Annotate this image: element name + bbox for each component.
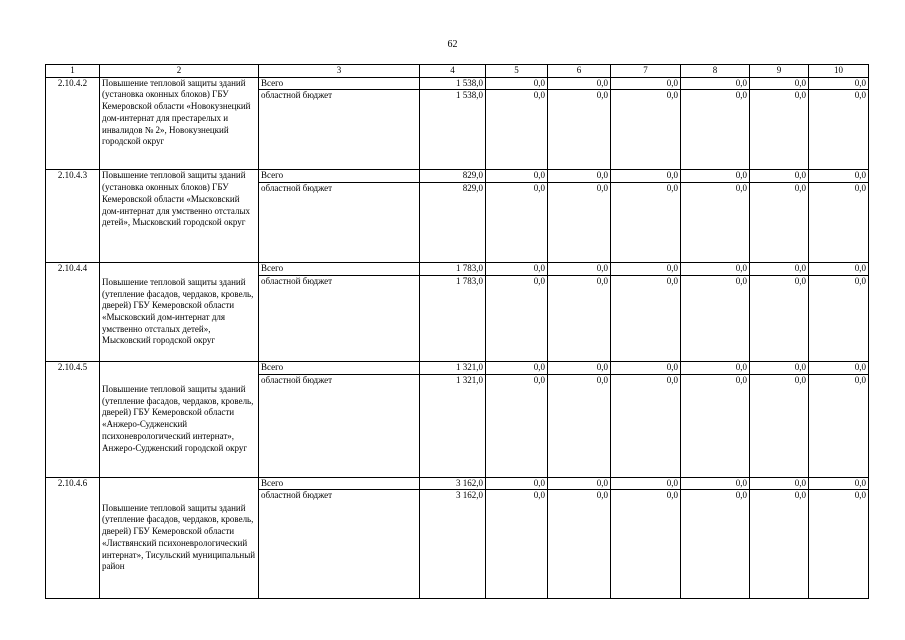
page-number: 62 — [447, 39, 458, 50]
amount-cell: 0,0 — [681, 490, 750, 599]
amount-cell: 0,0 — [681, 374, 750, 477]
header-cell: 1 — [46, 65, 100, 78]
amount-cell: 0,0 — [611, 90, 681, 170]
table-body — [46, 65, 869, 599]
amount-cell: 0,0 — [486, 263, 548, 276]
amount-cell: 0,0 — [548, 275, 611, 361]
item-code: 2.10.4.4 — [46, 263, 100, 362]
amount-cell: 0,0 — [809, 361, 869, 374]
header-cell: 10 — [809, 65, 869, 78]
table-row — [46, 361, 869, 374]
amount-cell: 0,0 — [548, 170, 611, 183]
amount-cell: 0,0 — [548, 477, 611, 490]
amount-cell: 0,0 — [611, 77, 681, 90]
amount-cell: 0,0 — [809, 90, 869, 170]
header-cell: 6 — [548, 65, 611, 78]
amount-cell: 0,0 — [750, 374, 809, 477]
amount-cell: 0,0 — [681, 170, 750, 183]
header-cell: 4 — [420, 65, 486, 78]
header-cell: 3 — [259, 65, 420, 78]
amount-cell: 0,0 — [681, 263, 750, 276]
amount-cell: 1 783,0 — [420, 263, 486, 276]
amount-cell: 0,0 — [486, 374, 548, 477]
amount-cell: 0,0 — [486, 275, 548, 361]
amount-cell: 1 538,0 — [420, 77, 486, 90]
amount-cell: 0,0 — [486, 477, 548, 490]
amount-cell: 0,0 — [750, 90, 809, 170]
amount-cell: 0,0 — [681, 90, 750, 170]
amount-cell: 0,0 — [681, 183, 750, 263]
amount-cell: 0,0 — [681, 361, 750, 374]
amount-cell: 0,0 — [809, 170, 869, 183]
amount-cell: 3 162,0 — [420, 490, 486, 599]
amount-cell: 0,0 — [750, 477, 809, 490]
amount-cell: 0,0 — [750, 490, 809, 599]
funding-source: областной бюджет — [259, 490, 420, 599]
table-row — [46, 77, 869, 90]
amount-cell: 0,0 — [611, 490, 681, 599]
amount-cell: 0,0 — [611, 374, 681, 477]
amount-cell: 0,0 — [486, 361, 548, 374]
amount-cell: 0,0 — [548, 183, 611, 263]
amount-cell: 1 321,0 — [420, 374, 486, 477]
table-row — [46, 170, 869, 183]
funding-source: Всего — [259, 263, 420, 276]
amount-cell: 3 162,0 — [420, 477, 486, 490]
amount-cell: 0,0 — [611, 170, 681, 183]
item-code: 2.10.4.5 — [46, 361, 100, 477]
amount-cell: 0,0 — [486, 183, 548, 263]
amount-cell: 0,0 — [611, 361, 681, 374]
amount-cell: 0,0 — [809, 263, 869, 276]
amount-cell: 0,0 — [548, 374, 611, 477]
amount-cell: 0,0 — [486, 90, 548, 170]
amount-cell: 829,0 — [420, 183, 486, 263]
item-code: 2.10.4.2 — [46, 77, 100, 170]
amount-cell: 0,0 — [809, 275, 869, 361]
funding-source: Всего — [259, 170, 420, 183]
amount-cell: 0,0 — [681, 275, 750, 361]
amount-cell: 0,0 — [750, 263, 809, 276]
item-name: Повышение тепловой защиты зданий (утепление фасадов, чердаков, кровель, дверей) ГБУ Кемеровской области «Листвянский психоневрологический интернат», Тисульский муниципальный район — [100, 477, 259, 599]
item-name: Повышение тепловой защиты зданий (установка оконных блоков) ГБУ Кемеровской области «Мысковский дом-интернат для умственно отсталых детей», Мысковский городской округ — [100, 170, 259, 263]
amount-cell: 0,0 — [750, 170, 809, 183]
program-table — [45, 64, 869, 599]
table-row — [46, 477, 869, 490]
header-row — [46, 65, 869, 78]
item-name: Повышение тепловой защиты зданий (утепление фасадов, чердаков, кровель, дверей) ГБУ Кемеровской области «Анжеро-Судженский психоневрологический интернат», Анжеро-Судженский городской округ — [100, 361, 259, 477]
funding-source: Всего — [259, 361, 420, 374]
amount-cell: 0,0 — [548, 361, 611, 374]
header-cell: 5 — [486, 65, 548, 78]
header-cell: 9 — [750, 65, 809, 78]
funding-source: Всего — [259, 477, 420, 490]
amount-cell: 0,0 — [681, 477, 750, 490]
amount-cell: 0,0 — [750, 275, 809, 361]
header-cell: 2 — [100, 65, 259, 78]
amount-cell: 0,0 — [809, 490, 869, 599]
amount-cell: 0,0 — [548, 490, 611, 599]
amount-cell: 829,0 — [420, 170, 486, 183]
amount-cell: 0,0 — [548, 263, 611, 276]
amount-cell: 1 321,0 — [420, 361, 486, 374]
funding-source: областной бюджет — [259, 90, 420, 170]
amount-cell: 0,0 — [611, 275, 681, 361]
amount-cell: 1 783,0 — [420, 275, 486, 361]
amount-cell: 0,0 — [750, 183, 809, 263]
amount-cell: 0,0 — [548, 90, 611, 170]
funding-source: областной бюджет — [259, 374, 420, 477]
funding-source: областной бюджет — [259, 183, 420, 263]
amount-cell: 0,0 — [486, 77, 548, 90]
table-row — [46, 263, 869, 276]
amount-cell: 0,0 — [611, 183, 681, 263]
amount-cell: 0,0 — [611, 263, 681, 276]
amount-cell: 0,0 — [750, 77, 809, 90]
amount-cell: 0,0 — [809, 77, 869, 90]
amount-cell: 0,0 — [611, 477, 681, 490]
amount-cell: 0,0 — [486, 490, 548, 599]
funding-source: областной бюджет — [259, 275, 420, 361]
amount-cell: 1 538,0 — [420, 90, 486, 170]
item-code: 2.10.4.6 — [46, 477, 100, 599]
header-cell: 7 — [611, 65, 681, 78]
header-cell: 8 — [681, 65, 750, 78]
amount-cell: 0,0 — [548, 77, 611, 90]
amount-cell: 0,0 — [681, 77, 750, 90]
item-name: Повышение тепловой защиты зданий (установка оконных блоков) ГБУ Кемеровской области «Новокузнецкий дом-интернат для престарелых и инвалидов № 2», Новокузнецкий городской округ — [100, 77, 259, 170]
amount-cell: 0,0 — [750, 361, 809, 374]
amount-cell: 0,0 — [809, 374, 869, 477]
amount-cell: 0,0 — [486, 170, 548, 183]
amount-cell: 0,0 — [809, 477, 869, 490]
item-name: Повышение тепловой защиты зданий (утепление фасадов, чердаков, кровель, дверей) ГБУ Кемеровской области «Мысковский дом-интернат для умственно отсталых детей», Мысковский городской округ — [100, 263, 259, 362]
funding-source: Всего — [259, 77, 420, 90]
amount-cell: 0,0 — [809, 183, 869, 263]
item-code: 2.10.4.3 — [46, 170, 100, 263]
